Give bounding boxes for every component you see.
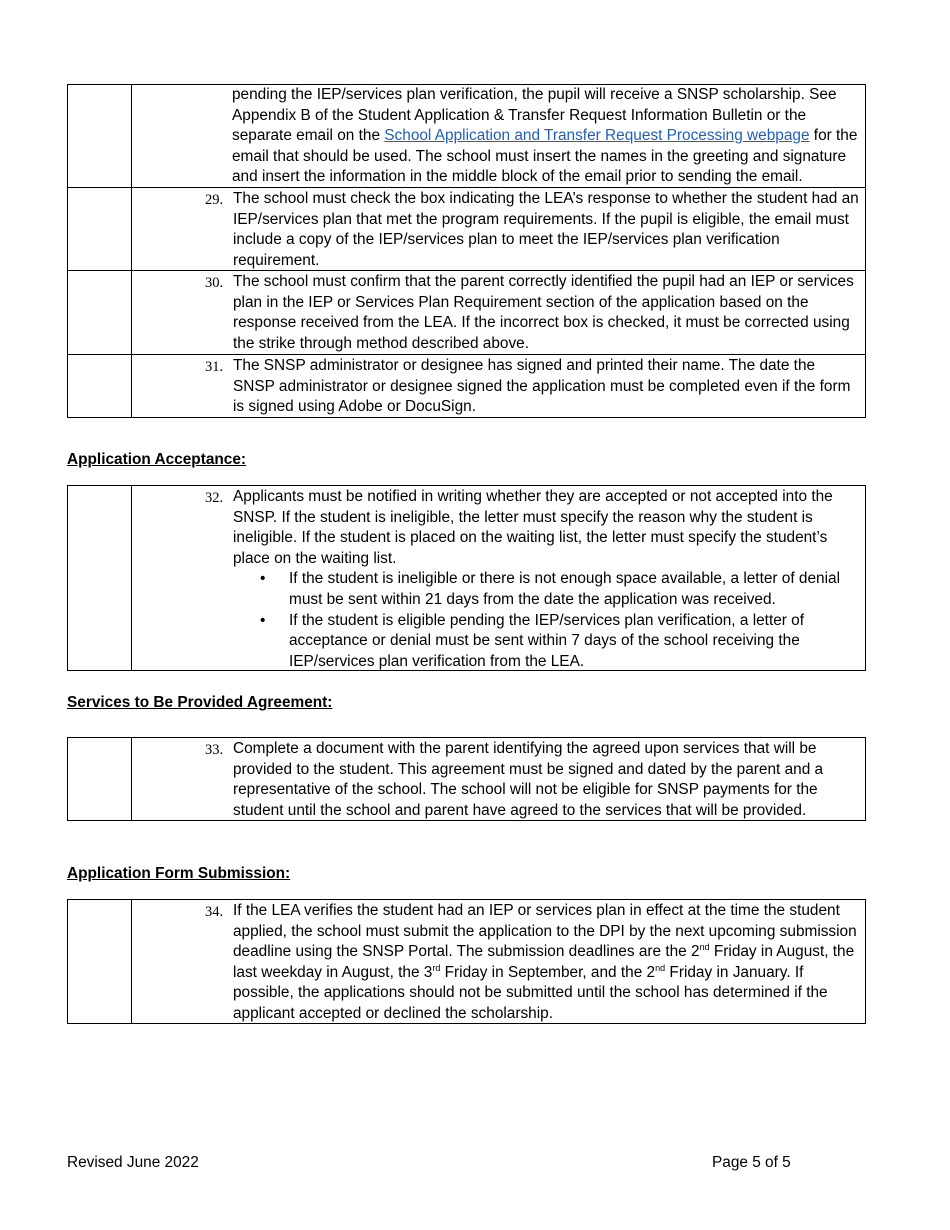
item-cell bbox=[132, 85, 866, 188]
item-text: The school must check the box indicating the LEA’s response to whether the student had an IEP/services plan that met the program requirements. If the pupil is eligible, the email must include a copy of the IEP/services plan to meet the IEP/services plan verification requirement. bbox=[233, 190, 859, 269]
checkbox-cell bbox=[68, 486, 132, 671]
item-cell bbox=[132, 271, 866, 355]
checkbox-cell bbox=[68, 355, 132, 418]
item-cell bbox=[132, 738, 866, 821]
item-text: for the email that should be used. The school must insert the names in the greeting and signature and insert the information in the middle block of the email prior to sending the email. bbox=[232, 127, 858, 186]
checklist-table-services bbox=[67, 737, 866, 821]
item-text: Applicants must be notified in writing whether they are accepted or not accepted into the SNSP. If the student is ineligible, the letter must specify the reason why the student is ineligible. If the student is placed on the waiting list, the letter must specify the student’s place on the waiting list. bbox=[233, 488, 833, 567]
table-row bbox=[68, 355, 866, 418]
bullet-item bbox=[233, 569, 859, 610]
footer-page-number: Page 5 of 5 bbox=[712, 1154, 791, 1171]
bullet-icon: • bbox=[260, 611, 266, 629]
table-row bbox=[68, 85, 866, 188]
item-cell bbox=[132, 188, 866, 271]
item-number: 32. bbox=[205, 490, 224, 506]
item-text: The school must confirm that the parent correctly identified the pupil had an IEP or services plan in the IEP or Services Plan Requirement section of the application based on the response received from the LEA. If the incorrect box is checked, it must be corrected using the strike through method described above. bbox=[233, 273, 854, 352]
item-number: 31. bbox=[205, 359, 224, 375]
item-number: 33. bbox=[205, 742, 224, 758]
item-number: 34. bbox=[205, 904, 224, 920]
checkbox-cell bbox=[68, 738, 132, 821]
list-item-continuation bbox=[132, 85, 865, 187]
bullet-text: If the student is eligible pending the IEP/services plan verification, a letter of acceptance or denial must be sent within 7 days of the school receiving the IEP/services plan verification from the LEA. bbox=[289, 611, 805, 670]
table-row bbox=[68, 738, 866, 821]
item-cell bbox=[132, 486, 866, 671]
section-heading-acceptance: Application Acceptance: bbox=[67, 451, 247, 468]
list-item-32 bbox=[132, 486, 865, 670]
checkbox-cell bbox=[68, 271, 132, 355]
section-heading-submission: Application Form Submission: bbox=[67, 865, 291, 882]
list-item-34 bbox=[132, 900, 865, 1023]
bullet-item bbox=[233, 611, 859, 673]
checkbox-cell bbox=[68, 188, 132, 271]
item-text: Complete a document with the parent identifying the agreed upon services that will be provided to the student. This agreement must be signed and dated by the parent and a representative of the school. The school will not be eligible for SNSP payments for the student until the school and parent have agreed to the services that will be provided. bbox=[233, 740, 824, 819]
checklist-table-submission bbox=[67, 899, 866, 1024]
list-item-29 bbox=[132, 188, 865, 270]
bullet-list bbox=[233, 569, 859, 672]
checkbox-cell bbox=[68, 85, 132, 188]
checklist-table-acceptance bbox=[67, 485, 866, 671]
table-row bbox=[68, 486, 866, 671]
bullet-icon: • bbox=[260, 570, 266, 588]
checklist-table-verification bbox=[67, 84, 866, 418]
item-text: pending the IEP/services plan verification, the pupil will receive a SNSP scholarship. See Appendix B of the Student Application & Transfer Request Information Bulletin or the separate email on the bbox=[232, 86, 837, 145]
item-number: 29. bbox=[205, 192, 224, 208]
section-heading-services: Services to Be Provided Agreement: bbox=[67, 694, 333, 711]
processing-webpage-link[interactable]: School Application and Transfer Request Processing webpage bbox=[384, 127, 810, 145]
table-row bbox=[68, 900, 866, 1024]
item-cell bbox=[132, 355, 866, 418]
checkbox-cell bbox=[68, 900, 132, 1024]
item-text: The SNSP administrator or designee has signed and printed their name. The date the SNSP administrator or designee signed the application must be completed even if the form is signed using Adobe or DocuSign. bbox=[233, 357, 851, 416]
table-row bbox=[68, 271, 866, 355]
list-item-33 bbox=[132, 738, 865, 820]
list-item-30 bbox=[132, 271, 865, 354]
item-cell bbox=[132, 900, 866, 1024]
bullet-text: If the student is ineligible or there is not enough space available, a letter of denial must be sent within 21 days from the date the application was received. bbox=[289, 570, 840, 608]
list-item-31 bbox=[132, 355, 865, 417]
table-row bbox=[68, 188, 866, 271]
item-text: If the LEA verifies the student had an IEP or services plan in effect at the time the student applied, the school must submit the application to the DPI by the next upcoming submission deadline using the SNSP Portal. The submission deadlines are the 2nd Friday in August, the last weekday in August, the 3rd Friday in September, and the 2nd Friday in January. If possible, the applications should not be submitted until the school has determined if the applicant accepted or declined the scholarship. bbox=[233, 902, 857, 1022]
footer-revised-date: Revised June 2022 bbox=[67, 1154, 199, 1171]
item-number: 30. bbox=[205, 275, 224, 291]
